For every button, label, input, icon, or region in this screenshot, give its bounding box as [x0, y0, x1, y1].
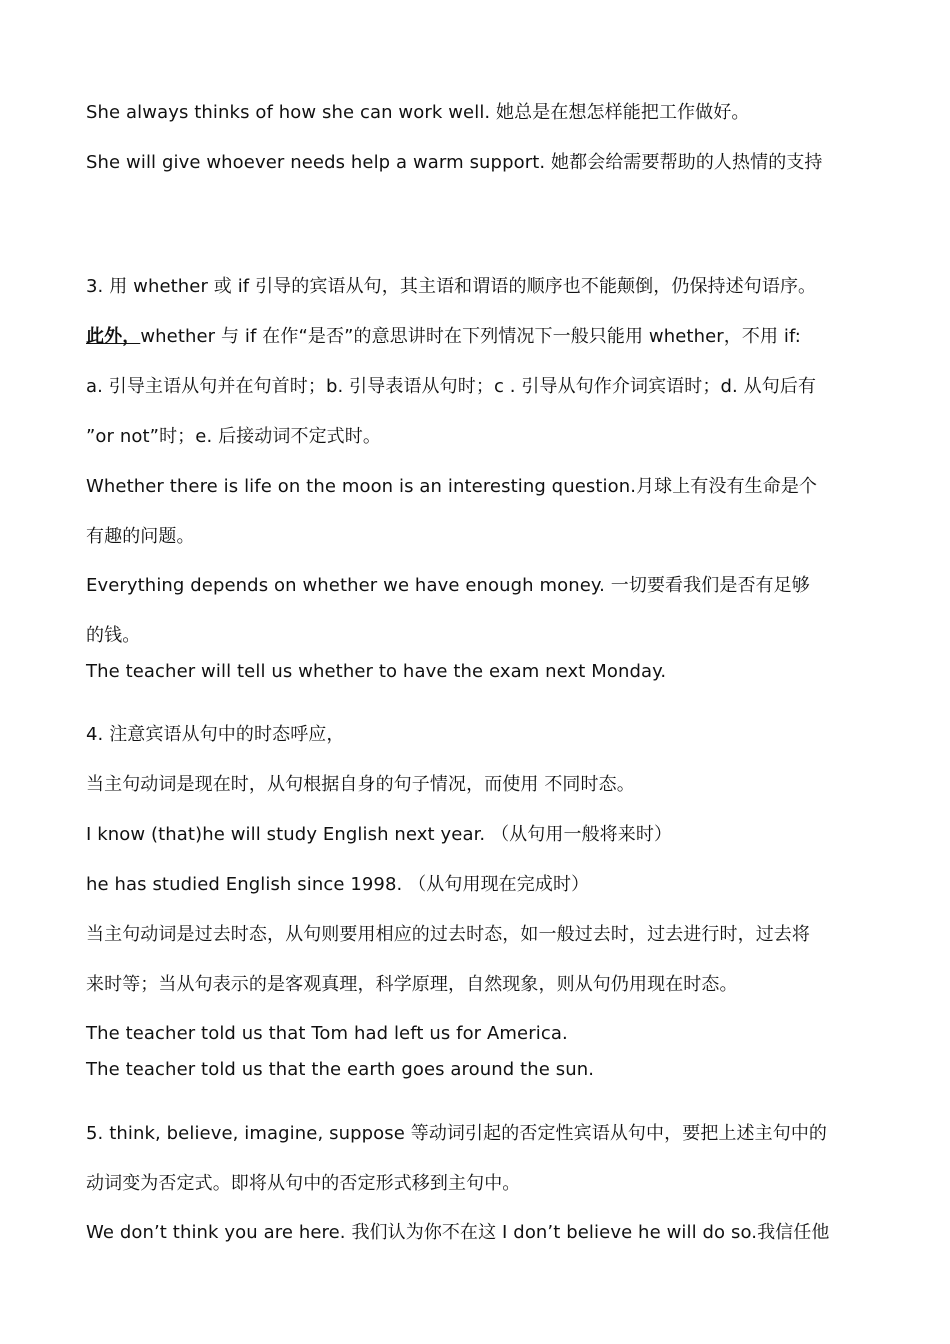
rule-heading-4: 4. 注意宾语从句中的时态呼应， — [86, 724, 345, 745]
rule-text: 当主句动词是过去时态，从句则要用相应的过去时态，如一般过去时，过去进行时，过去将 — [86, 924, 810, 945]
example-sentence: She will give whoever needs help a warm support. 她都会给需要帮助的人热情的支持 — [86, 152, 823, 173]
rule-text-cont: 来时等；当从句表示的是客观真理，科学原理，自然现象，则从句仍用现在时态。 — [86, 974, 738, 995]
example-sentence: he has studied English since 1998. （从句用现在完成时） — [86, 874, 590, 895]
example-sentence: I know (that)he will study English next year. （从句用一般将来时） — [86, 824, 673, 845]
rule-heading-5: 5. think, believe, imagine, suppose 等动词引起的否定性宾语从句中，要把上述主句中的 — [86, 1123, 828, 1144]
rule-note — [86, 324, 886, 350]
example-sentence: The teacher told us that Tom had left us for America. — [86, 1023, 568, 1044]
example-sentence: She always thinks of how she can work well. 她总是在想怎样能把工作做好。 — [86, 102, 750, 123]
rule-heading-5-cont: 动词变为否定式。即将从句中的否定形式移到主句中。 — [86, 1173, 521, 1194]
example-sentence: Everything depends on whether we have enough money. 一切要看我们是否有足够 — [86, 575, 810, 596]
example-sentence: The teacher told us that the earth goes around the sun. — [86, 1059, 595, 1080]
example-sentence: The teacher will tell us whether to have the exam next Monday. — [86, 661, 667, 682]
example-sentence-cont: 有趣的问题。 — [86, 526, 195, 547]
rule-conditions: a. 引导主语从句并在句首时；b. 引导表语从句时；c . 引导从句作介词宾语时；d. 从句后有 — [86, 376, 817, 397]
emphasis-label: 此外， — [86, 326, 141, 347]
rule-text: 当主句动词是现在时，从句根据自身的句子情况，而使用 不同时态。 — [86, 774, 635, 795]
example-sentence: Whether there is life on the moon is an interesting question.月球上有没有生命是个 — [86, 476, 818, 497]
rule-conditions-cont: ”or not”时；e. 后接动词不定式时。 — [86, 426, 381, 447]
rule-note-text: whether 与 if 在作“是否”的意思讲时在下列情况下一般只能用 whether，不用 if: — [140, 326, 801, 347]
rule-heading-3: 3. 用 whether 或 if 引导的宾语从句，其主语和谓语的顺序也不能颠倒，仍保持述句语序。 — [86, 276, 817, 297]
example-sentence: We don’t think you are here. 我们认为你不在这 I don’t believe he will do so.我信任他 — [86, 1222, 830, 1243]
example-sentence-cont: 的钱。 — [86, 625, 141, 646]
